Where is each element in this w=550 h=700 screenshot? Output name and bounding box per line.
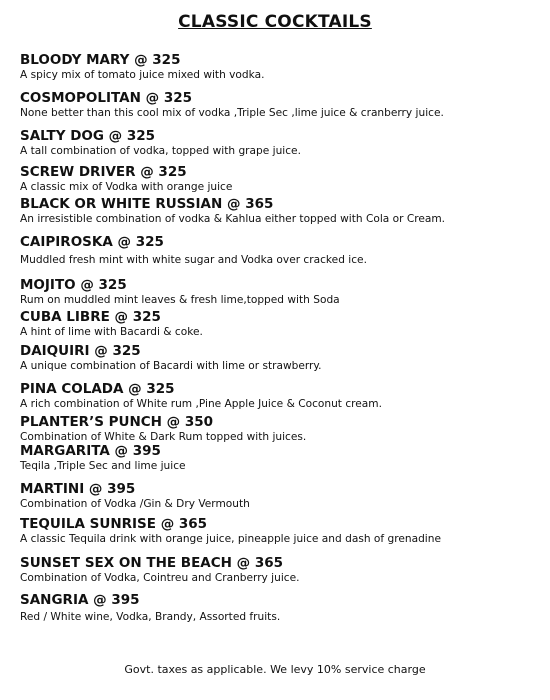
menu-item-martini xyxy=(20,481,545,511)
item-name: PLANTER’S PUNCH @ 350 xyxy=(20,414,214,430)
item-name: CAIPIROSKA @ 325 xyxy=(20,234,164,250)
item-name: PINA COLADA @ 325 xyxy=(20,381,175,397)
menu-item-daiquiri xyxy=(20,343,545,373)
item-name: TEQUILA SUNRISE @ 365 xyxy=(20,516,208,532)
item-description: A tall combination of vodka, topped with grape juice. xyxy=(20,145,301,157)
item-name: SANGRIA @ 395 xyxy=(20,592,140,608)
item-name: CUBA LIBRE @ 325 xyxy=(20,309,161,325)
menu-title: CLASSIC COCKTAILS xyxy=(178,12,372,32)
menu-item-bloody-mary xyxy=(20,52,545,82)
item-name: COSMOPOLITAN @ 325 xyxy=(20,90,192,106)
menu-item-sangria xyxy=(20,592,545,624)
item-description: Red / White wine, Vodka, Brandy, Assorted fruits. xyxy=(20,611,281,623)
footer-note: Govt. taxes as applicable. We levy 10% service charge xyxy=(124,663,426,676)
item-description: Combination of Vodka, Cointreu and Cranberry juice. xyxy=(20,572,300,584)
item-name: MARGARITA @ 395 xyxy=(20,443,161,459)
item-name: SCREW DRIVER @ 325 xyxy=(20,164,187,180)
menu-item-caipiroska xyxy=(20,234,545,267)
item-name: BLACK OR WHITE RUSSIAN @ 365 xyxy=(20,196,274,212)
item-description: A rich combination of White rum ,Pine Apple Juice & Coconut cream. xyxy=(20,398,382,410)
item-name: MARTINI @ 395 xyxy=(20,481,136,497)
menu-item-cuba-libre xyxy=(20,309,545,339)
item-name: BLOODY MARY @ 325 xyxy=(20,52,181,68)
menu-item-screw-driver xyxy=(20,164,545,194)
menu-item-planters-punch xyxy=(20,414,545,444)
item-name: SUNSET SEX ON THE BEACH @ 365 xyxy=(20,555,284,571)
menu-item-mojito xyxy=(20,277,545,307)
item-description: An irresistible combination of vodka & Kahlua either topped with Cola or Cream. xyxy=(20,213,446,225)
item-description: Muddled fresh mint with white sugar and Vodka over cracked ice. xyxy=(20,254,367,266)
item-description: Rum on muddled mint leaves & fresh lime,topped with Soda xyxy=(20,294,340,306)
item-description: None better than this cool mix of vodka ,Triple Sec ,lime juice & cranberry juice. xyxy=(20,107,444,119)
item-description: Combination of Vodka /Gin & Dry Vermouth xyxy=(20,498,250,510)
item-description: A spicy mix of tomato juice mixed with vodka. xyxy=(20,69,265,81)
menu-item-pina-colada xyxy=(20,381,545,411)
item-description: Combination of White & Dark Rum topped with juices. xyxy=(20,431,307,443)
item-description: A hint of lime with Bacardi & coke. xyxy=(20,326,203,338)
item-description: A classic Tequila drink with orange juice, pineapple juice and dash of grenadine xyxy=(20,533,441,545)
item-description: Teqila ,Triple Sec and lime juice xyxy=(20,460,186,472)
menu-item-salty-dog xyxy=(20,128,545,158)
item-description: A unique combination of Bacardi with lime or strawberry. xyxy=(20,360,322,372)
menu-item-cosmopolitan xyxy=(20,90,545,120)
menu-item-margarita xyxy=(20,443,545,473)
menu-item-tequila-sunrise xyxy=(20,516,545,546)
item-name: DAIQUIRI @ 325 xyxy=(20,343,141,359)
menu-item-sunset-sex-on-the-beach xyxy=(20,555,545,585)
item-description: A classic mix of Vodka with orange juice xyxy=(20,181,233,193)
menu-item-black-or-white-russian xyxy=(20,196,545,226)
item-name: SALTY DOG @ 325 xyxy=(20,128,156,144)
item-name: MOJITO @ 325 xyxy=(20,277,127,293)
